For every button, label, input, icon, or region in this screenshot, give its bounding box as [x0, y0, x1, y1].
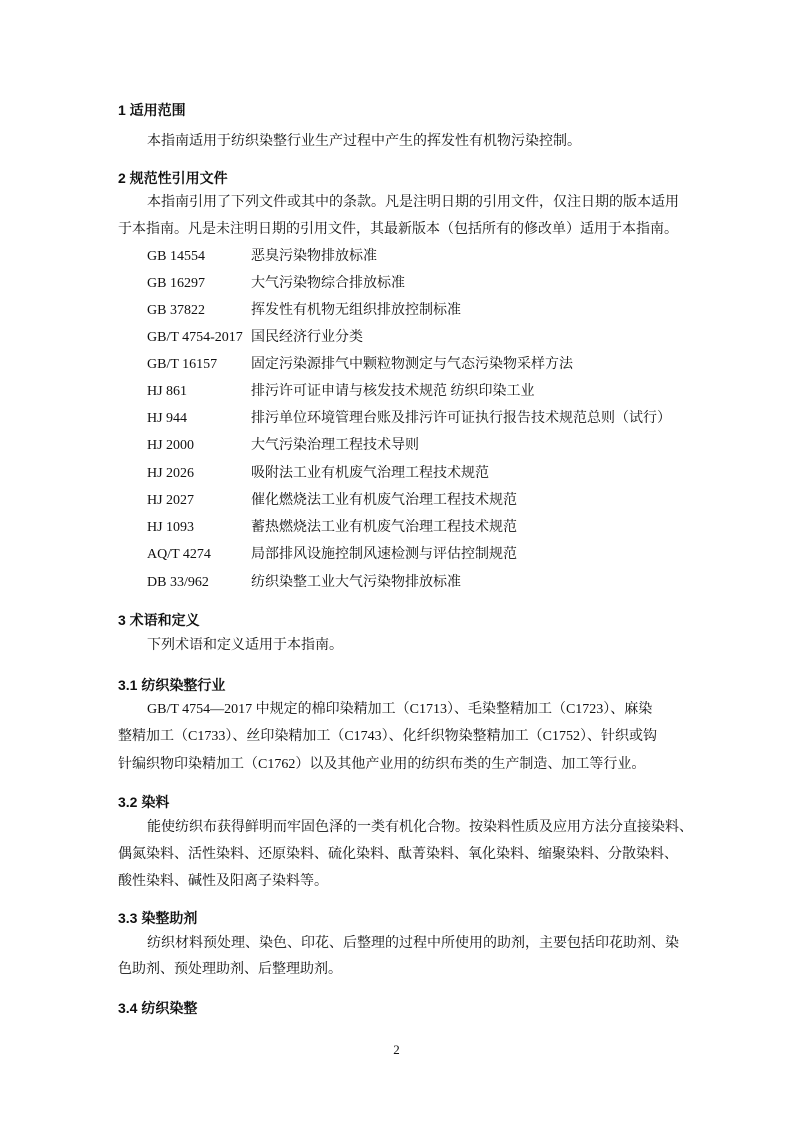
reference-title: 挥发性有机物无组织排放控制标准: [251, 303, 461, 318]
references-paragraph-line: 本指南引用了下列文件或其中的条款。凡是注明日期的引用文件，仅注日期的版本适用: [147, 195, 679, 210]
reference-title: 局部排风设施控制风速检测与评估控制规范: [251, 547, 517, 562]
reference-item: [147, 382, 535, 402]
term-3-1-line: 针编织物印染精加工（C1762）以及其他产业用的纺织布类的生产制造、加工等行业。: [118, 757, 646, 772]
reference-code: DB 33/962: [147, 575, 209, 590]
subsection-heading-3-1: 3.1 纺织染整行业: [118, 677, 226, 693]
reference-item: [147, 274, 405, 294]
reference-title: 吸附法工业有机废气治理工程技术规范: [251, 466, 489, 481]
reference-code: HJ 861: [147, 384, 188, 399]
reference-title: 排污单位环境管理台账及排污许可证执行报告技术规范总则（试行）: [251, 411, 671, 426]
reference-item: [147, 409, 671, 429]
reference-item: [147, 328, 363, 348]
reference-title: 催化燃烧法工业有机废气治理工程技术规范: [251, 493, 517, 508]
reference-item: [147, 491, 517, 511]
reference-item: [147, 301, 461, 321]
reference-code: HJ 2026: [147, 466, 195, 481]
subsection-heading-3-2: 3.2 染料: [118, 794, 170, 810]
references-paragraph-line: 于本指南。凡是未注明日期的引用文件，其最新版本（包括所有的修改单）适用于本指南。: [118, 222, 678, 237]
subsection-heading-3-4: 3.4 纺织染整: [118, 1000, 198, 1016]
term-3-2-line: 偶氮染料、活性染料、还原染料、硫化染料、酞菁染料、氧化染料、缩聚染料、分散染料、: [118, 847, 678, 862]
term-3-3-line: 色助剂、预处理助剂、后整理助剂。: [118, 962, 342, 977]
subsection-heading-3-3: 3.3 染整助剂: [118, 910, 198, 926]
scope-paragraph-line: 本指南适用于纺织染整行业生产过程中产生的挥发性有机物污染控制。: [147, 134, 581, 149]
reference-code: GB 14554: [147, 249, 205, 264]
reference-item: [147, 355, 573, 375]
reference-code: GB 16297: [147, 276, 205, 291]
page-number: 2: [393, 1042, 400, 1057]
reference-code: GB/T 4754-2017: [147, 330, 243, 345]
reference-title: 固定污染源排气中颗粒物测定与气态污染物采样方法: [251, 357, 573, 372]
reference-code: HJ 944: [147, 411, 188, 426]
terms-paragraph-line: 下列术语和定义适用于本指南。: [147, 638, 343, 653]
reference-item: [147, 247, 377, 267]
reference-title: 蓄热燃烧法工业有机废气治理工程技术规范: [251, 520, 517, 535]
reference-item: [147, 573, 461, 593]
reference-code: HJ 1093: [147, 520, 195, 535]
reference-title: 纺织染整工业大气污染物排放标准: [251, 575, 461, 590]
reference-code: HJ 2000: [147, 438, 195, 453]
reference-title: 恶臭污染物排放标准: [251, 249, 377, 264]
reference-code: GB/T 16157: [147, 357, 218, 372]
reference-title: 排污许可证申请与核发技术规范 纺织印染工业: [251, 384, 535, 399]
section-heading-references: 2 规范性引用文件: [118, 170, 228, 186]
reference-code: AQ/T 4274: [147, 547, 211, 562]
reference-code: GB 37822: [147, 303, 205, 318]
reference-title: 大气污染治理工程技术导则: [251, 438, 419, 453]
term-3-3-line: 纺织材料预处理、染色、印花、后整理的过程中所使用的助剂，主要包括印花助剂、染: [147, 936, 679, 951]
reference-item: [147, 518, 517, 538]
reference-title: 大气污染物综合排放标准: [251, 276, 405, 291]
term-3-1-line: 整精加工（C1733）、丝印染精加工（C1743）、化纤织物染整精加工（C1752）、针织或钩: [118, 729, 658, 744]
section-heading-scope: 1 适用范围: [118, 102, 186, 118]
section-heading-terms: 3 术语和定义: [118, 612, 200, 628]
reference-item: [147, 436, 419, 456]
reference-code: HJ 2027: [147, 493, 195, 508]
reference-title: 国民经济行业分类: [251, 330, 363, 345]
term-3-2-line: 酸性染料、碱性及阳离子染料等。: [118, 874, 328, 889]
term-3-2-line: 能使纺织布获得鲜明而牢固色泽的一类有机化合物。按染料性质及应用方法分直接染料、: [147, 820, 693, 835]
term-3-1-line: GB/T 4754—2017 中规定的棉印染精加工（C1713）、毛染整精加工（C1723）、麻染: [147, 702, 653, 717]
reference-item: [147, 545, 517, 565]
reference-item: [147, 464, 489, 484]
